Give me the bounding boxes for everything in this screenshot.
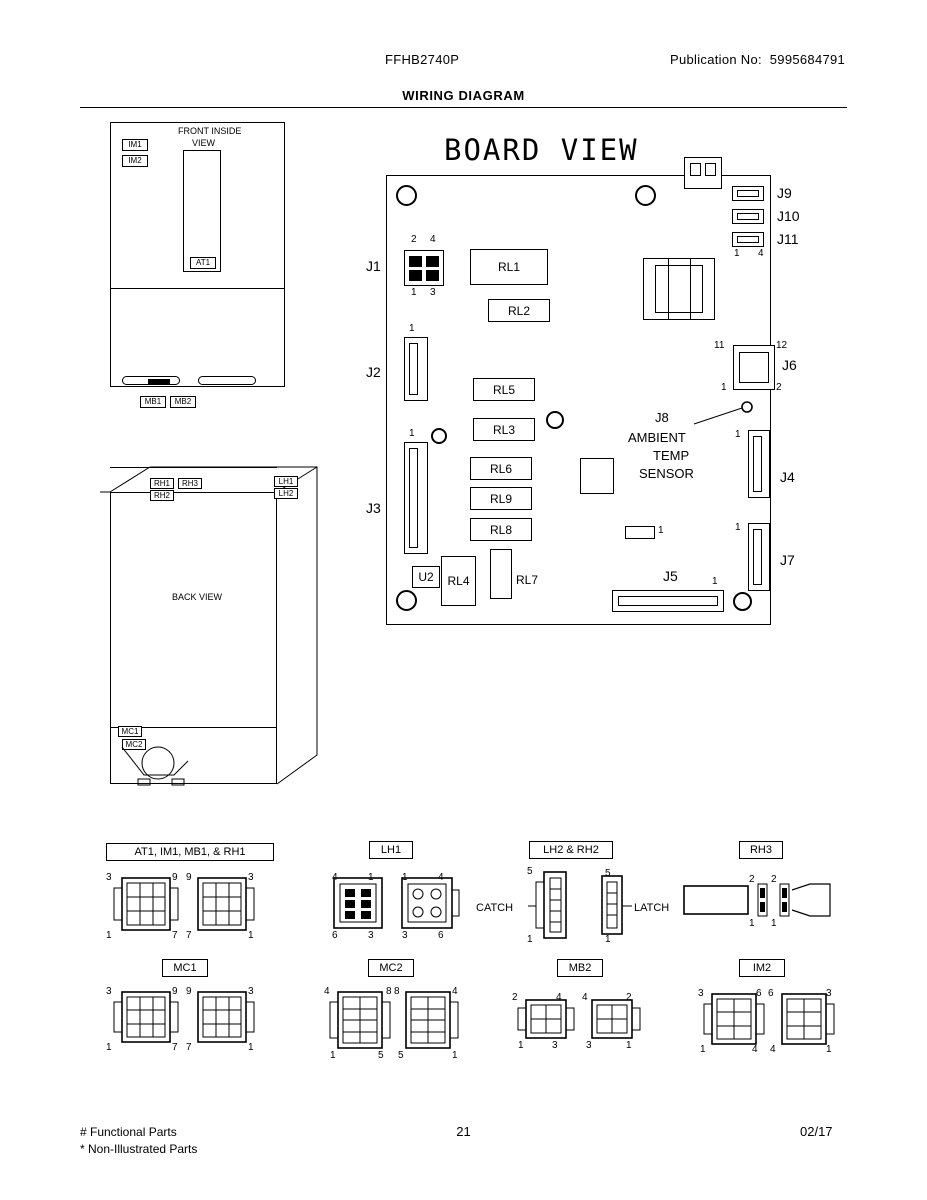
pin-label: 5 <box>605 868 611 879</box>
connector-j11-pin-1: 1 <box>734 248 740 259</box>
connector-j1-pin-4 <box>426 256 439 267</box>
transformer-core <box>655 265 703 313</box>
pin-label: 4 <box>438 872 444 883</box>
connector-j5-pins <box>618 596 718 606</box>
pin-label: 3 <box>368 930 374 941</box>
pin-label: 3 <box>402 930 408 941</box>
front-view-caption-line1: FRONT INSIDE <box>178 126 242 136</box>
pin-label: 4 <box>452 986 458 997</box>
connector-j6-pin-2: 2 <box>776 382 782 393</box>
connector-small-body <box>625 526 655 539</box>
pin-label: 6 <box>756 988 762 999</box>
connector-j10-label: J10 <box>777 208 800 224</box>
pin-label: 8 <box>394 986 400 997</box>
connector-pair-drawing <box>100 870 270 948</box>
pin-label: 1 <box>452 1050 458 1061</box>
pin-label: 4 <box>582 992 588 1003</box>
footer-date: 02/17 <box>800 1124 833 1139</box>
tag-rh2: RH2 <box>150 490 174 501</box>
mount-hole-top-mid <box>635 185 656 206</box>
tag-lh2: LH2 <box>274 488 298 499</box>
page-title: WIRING DIAGRAM <box>402 88 525 103</box>
pin-label: 1 <box>248 930 254 941</box>
connector-j6-pins <box>739 352 769 383</box>
connector-group-title: RH3 <box>739 841 783 859</box>
publication-label: Publication No: <box>670 52 762 67</box>
pin-label: 9 <box>186 872 192 883</box>
note-latch: LATCH <box>634 902 670 914</box>
connector-j1-label: J1 <box>366 258 381 274</box>
pin-label: 1 <box>700 1044 706 1055</box>
pin-label: 1 <box>771 918 777 929</box>
pin-label: 3 <box>106 986 112 997</box>
pin-label: 7 <box>186 1042 192 1053</box>
pin-label: 7 <box>172 930 178 941</box>
connector-j9-pins <box>737 190 759 197</box>
mount-hole-mid-center <box>546 411 564 429</box>
pin-label: 4 <box>752 1044 758 1055</box>
pin-label: 1 <box>368 872 374 883</box>
pin-label: 1 <box>106 930 112 941</box>
connector-j4-label: J4 <box>780 469 795 485</box>
pin-label: 1 <box>527 934 533 945</box>
relay-rl6: RL6 <box>470 457 532 480</box>
pin-label: 3 <box>552 1040 558 1051</box>
relay-rl1: RL1 <box>470 249 548 285</box>
pin-label: 1 <box>518 1040 524 1051</box>
connector-j1-pin-1 <box>409 270 422 281</box>
pin-label: 6 <box>768 988 774 999</box>
connector-j5-pin-1: 1 <box>712 576 718 587</box>
pin-label: 5 <box>527 866 533 877</box>
mount-hole-top-left <box>396 185 417 206</box>
note-catch: CATCH <box>476 902 514 914</box>
pin-label: 3 <box>248 986 254 997</box>
connector-j10-pins <box>737 213 759 220</box>
connector-group-title: LH2 & RH2 <box>529 841 613 859</box>
connector-j9-label: J9 <box>777 185 792 201</box>
pin-label: 4 <box>556 992 562 1003</box>
relay-rl2: RL2 <box>488 299 550 322</box>
connector-j3-label: J3 <box>366 500 381 516</box>
connector-group-title: MC1 <box>162 959 208 977</box>
pin-label: 1 <box>826 1044 832 1055</box>
publication-value: 5995684791 <box>769 52 846 67</box>
connector-j4-pin-1: 1 <box>735 429 741 440</box>
pin-label: 5 <box>378 1050 384 1061</box>
pin-label: 9 <box>172 986 178 997</box>
connector-group-title: LH1 <box>369 841 413 859</box>
pin-label: 2 <box>749 874 755 885</box>
pin-label: 4 <box>332 872 338 883</box>
connector-j1-num-2: 2 <box>411 234 417 245</box>
sensor-label-sensor: SENSOR <box>639 466 694 481</box>
model-number: FFHB2740P <box>385 52 460 67</box>
tag-rh1: RH1 <box>150 478 174 489</box>
relay-rl4: RL4 <box>441 556 476 606</box>
pin-label: 3 <box>106 872 112 883</box>
component-square <box>580 458 614 494</box>
front-view-shelf-line <box>110 288 285 289</box>
connector-j6-pin-12: 12 <box>776 340 788 351</box>
connector-group-title: MB2 <box>557 959 603 977</box>
pin-label: 3 <box>698 988 704 999</box>
sensor-label-j8: J8 <box>655 410 669 425</box>
pin-label: 2 <box>626 992 632 1003</box>
tag-mc2: MC2 <box>122 739 146 750</box>
pin-label: 3 <box>826 988 832 999</box>
tag-mc1: MC1 <box>118 726 142 737</box>
connector-j2-pins <box>409 343 418 395</box>
connector-pair-drawing <box>680 876 840 940</box>
relay-rl7-label: RL7 <box>516 573 539 587</box>
connector-pair-drawing <box>326 872 466 944</box>
publication-number <box>670 52 845 67</box>
connector-pair-drawing <box>100 986 270 1058</box>
pin-label: 1 <box>248 1042 254 1053</box>
pin-label: 3 <box>248 872 254 883</box>
footer-page-number: 21 <box>456 1124 471 1139</box>
top-connector-pin-2 <box>705 163 716 176</box>
connector-j6-pin-11: 11 <box>714 340 725 351</box>
tag-lh1: LH1 <box>274 476 298 487</box>
connector-small-pin-1: 1 <box>658 525 664 536</box>
connector-j1-pin-3 <box>426 270 439 281</box>
tag-mb2: MB2 <box>170 396 196 408</box>
connector-j3-pin-1: 1 <box>409 428 415 439</box>
connector-group-title: MC2 <box>368 959 414 977</box>
connector-j7-pin-1: 1 <box>735 522 741 533</box>
pin-label: 8 <box>386 986 392 997</box>
mount-hole-bottom-left <box>396 590 417 611</box>
compressor-shape <box>110 735 220 790</box>
connector-j11-label: J11 <box>777 231 799 247</box>
tag-at1: AT1 <box>190 257 216 269</box>
pin-label: 9 <box>186 986 192 997</box>
pin-label: 3 <box>586 1040 592 1051</box>
back-view-caption: BACK VIEW <box>172 592 223 602</box>
front-view-door-panel <box>183 150 221 272</box>
pin-label: 6 <box>332 930 338 941</box>
connector-j1-num-1: 1 <box>411 287 417 298</box>
pin-label: 1 <box>749 918 755 929</box>
connector-j3-pins <box>409 448 418 548</box>
pin-label: 1 <box>106 1042 112 1053</box>
component-u2: U2 <box>412 566 440 588</box>
relay-rl8: RL8 <box>470 518 532 541</box>
connector-j6-pin-1: 1 <box>721 382 727 393</box>
connector-j2-label: J2 <box>366 364 381 380</box>
pin-label: 7 <box>172 1042 178 1053</box>
transformer-line-2 <box>690 258 691 320</box>
mount-hole-bottom-right <box>733 592 752 611</box>
front-view-connector-mark <box>148 379 170 385</box>
tag-im1: IM1 <box>122 139 148 151</box>
connector-pair-drawing <box>320 986 470 1062</box>
sensor-label-temp: TEMP <box>653 448 690 463</box>
connector-group-title: AT1, IM1, MB1, & RH1 <box>106 843 274 861</box>
connector-j1-num-3: 3 <box>430 287 436 298</box>
top-connector-pin-1 <box>690 163 701 176</box>
tag-rh3: RH3 <box>178 478 202 489</box>
header-divider <box>80 107 847 108</box>
connector-j7-label: J7 <box>780 552 795 568</box>
pin-label: 4 <box>324 986 330 997</box>
pin-label: 4 <box>770 1044 776 1055</box>
relay-rl5: RL5 <box>473 378 535 401</box>
relay-rl7-body <box>490 549 512 599</box>
footer-functional-parts: # Functional Parts <box>80 1125 177 1139</box>
tag-im2: IM2 <box>122 155 148 167</box>
pin-label: 1 <box>402 872 408 883</box>
connector-j2-pin-1: 1 <box>409 323 415 334</box>
relay-rl3: RL3 <box>473 418 535 441</box>
connector-j4-pins <box>753 436 762 492</box>
front-view-drawer-right <box>198 376 256 385</box>
connector-j7-pins <box>753 529 762 585</box>
connector-j1-pin-2 <box>409 256 422 267</box>
board-view-title: BOARD VIEW <box>444 133 639 167</box>
connector-j11-pin-4: 4 <box>758 248 764 259</box>
connector-j11-pins <box>737 236 759 243</box>
front-view-caption-line2: VIEW <box>192 138 216 148</box>
transformer-line-1 <box>668 258 669 320</box>
pin-label: 6 <box>438 930 444 941</box>
connector-group-title: IM2 <box>739 959 785 977</box>
pin-label: 2 <box>512 992 518 1003</box>
footer-non-illustrated-parts: * Non-Illustrated Parts <box>80 1142 198 1156</box>
pin-label: 5 <box>398 1050 404 1061</box>
pin-label: 1 <box>330 1050 336 1061</box>
connector-j5-label: J5 <box>663 568 678 584</box>
pin-label: 1 <box>605 934 611 945</box>
sensor-label-ambient: AMBIENT <box>628 430 686 445</box>
pin-label: 1 <box>626 1040 632 1051</box>
tag-mb1: MB1 <box>140 396 166 408</box>
pin-label: 9 <box>172 872 178 883</box>
sensor-leader-line <box>690 400 760 435</box>
pin-label: 7 <box>186 930 192 941</box>
connector-j6-label: J6 <box>782 357 797 373</box>
mount-hole-mid-left <box>431 428 447 444</box>
connector-j1-num-4: 4 <box>430 234 436 245</box>
pin-label: 2 <box>771 874 777 885</box>
relay-rl9: RL9 <box>470 487 532 510</box>
